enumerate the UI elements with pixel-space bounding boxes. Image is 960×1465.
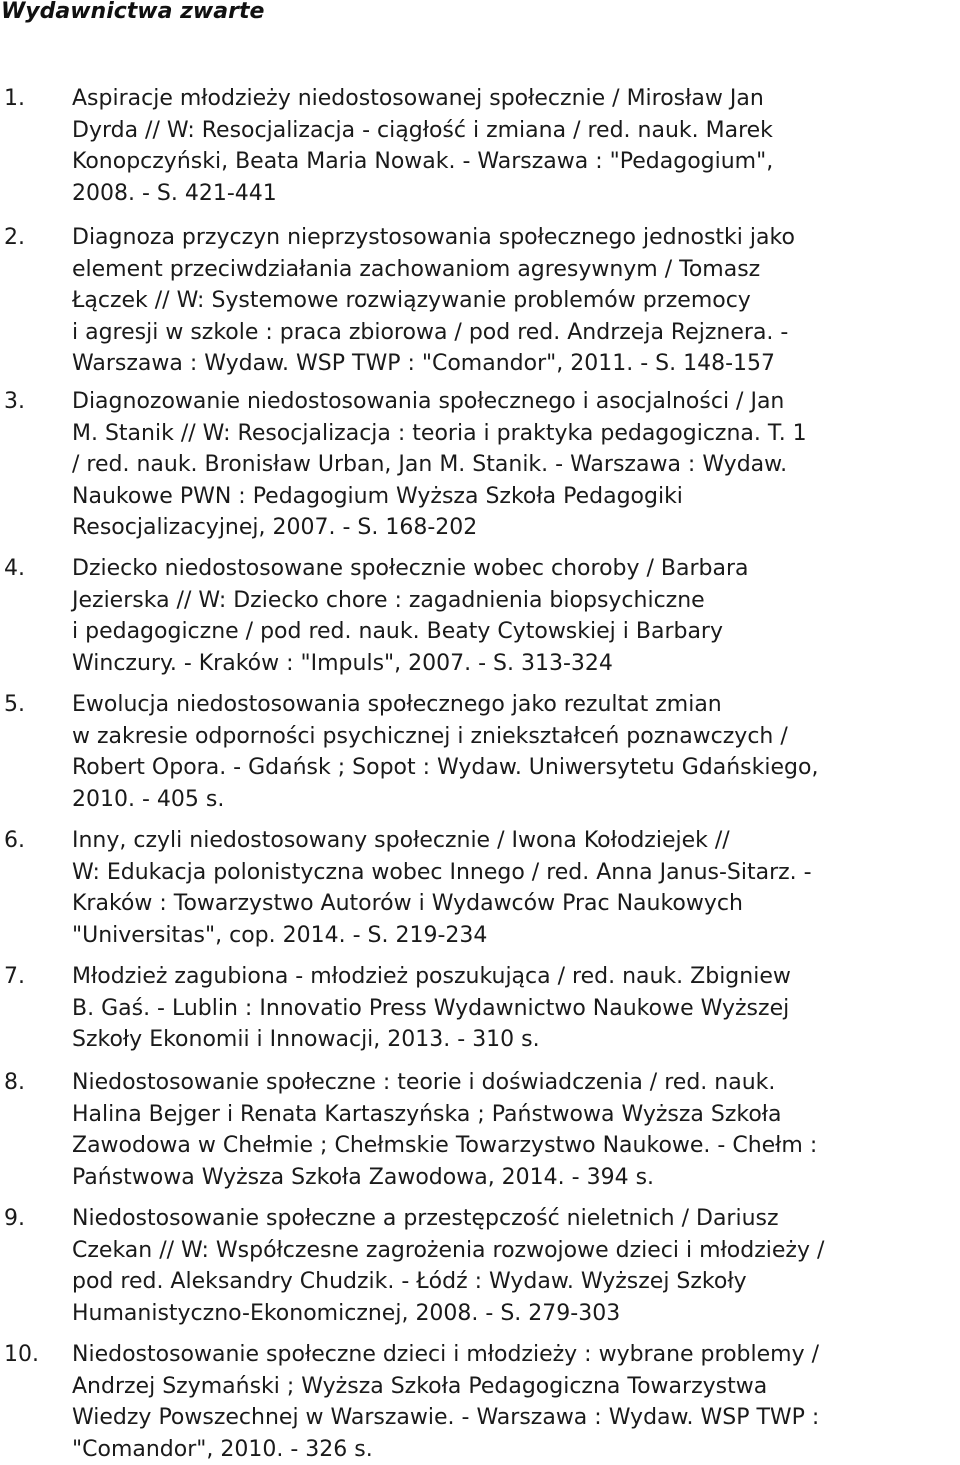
entry-line: Ewolucja niedostosowania społecznego jako rezultat zmian bbox=[72, 689, 958, 721]
entry-line: M. Stanik // W: Resocjalizacja : teoria i praktyka pedagogiczna. T. 1 bbox=[72, 418, 958, 450]
entry-text bbox=[72, 961, 958, 1056]
section-heading: Wydawnictwa zwarte bbox=[1, 0, 264, 28]
entry-line: "Comandor", 2010. - 326 s. bbox=[72, 1434, 958, 1465]
entry-line: / red. nauk. Bronisław Urban, Jan M. Stanik. - Warszawa : Wydaw. bbox=[72, 449, 958, 481]
entry-line: Dyrda // W: Resocjalizacja - ciągłość i zmiana / red. nauk. Marek bbox=[72, 115, 958, 147]
entry-line: Zawodowa w Chełmie ; Chełmskie Towarzystwo Naukowe. - Chełm : bbox=[72, 1130, 958, 1162]
entry-number: 7. bbox=[4, 961, 25, 993]
entry-line: element przeciwdziałania zachowaniom agresywnym / Tomasz bbox=[72, 254, 958, 286]
entry-line: Niedostosowanie społeczne a przestępczość nieletnich / Dariusz bbox=[72, 1203, 958, 1235]
entry-line: Niedostosowanie społeczne : teorie i doświadczenia / red. nauk. bbox=[72, 1067, 958, 1099]
entry-number: 4. bbox=[4, 553, 25, 585]
entry-line: Dziecko niedostosowane społecznie wobec choroby / Barbara bbox=[72, 553, 958, 585]
entry-line: Resocjalizacyjnej, 2007. - S. 168-202 bbox=[72, 512, 958, 544]
entry-line: Państwowa Wyższa Szkoła Zawodowa, 2014. - 394 s. bbox=[72, 1162, 958, 1194]
entry-line: Humanistyczno-Ekonomicznej, 2008. - S. 279-303 bbox=[72, 1298, 958, 1330]
entry-text bbox=[72, 1203, 958, 1329]
entry-number: 1. bbox=[4, 83, 25, 115]
entry-text bbox=[72, 825, 958, 951]
entry-text bbox=[72, 83, 958, 209]
entry-text bbox=[72, 1067, 958, 1193]
entry-line: Młodzież zagubiona - młodzież poszukująca / red. nauk. Zbigniew bbox=[72, 961, 958, 993]
entry-text bbox=[72, 689, 958, 815]
entry-number: 3. bbox=[4, 386, 25, 418]
entry-line: Wiedzy Powszechnej w Warszawie. - Warszawa : Wydaw. WSP TWP : bbox=[72, 1402, 958, 1434]
entry-number: 8. bbox=[4, 1067, 25, 1099]
entry-text bbox=[72, 386, 958, 544]
entry-line: Kraków : Towarzystwo Autorów i Wydawców Prac Naukowych bbox=[72, 888, 958, 920]
entry-line: i pedagogiczne / pod red. nauk. Beaty Cytowskiej i Barbary bbox=[72, 616, 958, 648]
entry-line: Aspiracje młodzieży niedostosowanej społecznie / Mirosław Jan bbox=[72, 83, 958, 115]
entry-line: B. Gaś. - Lublin : Innovatio Press Wydawnictwo Naukowe Wyższej bbox=[72, 993, 958, 1025]
entry-number: 10. bbox=[4, 1339, 39, 1371]
entry-line: Czekan // W: Współczesne zagrożenia rozwojowe dzieci i młodzieży / bbox=[72, 1235, 958, 1267]
entry-line: Andrzej Szymański ; Wyższa Szkoła Pedagogiczna Towarzystwa bbox=[72, 1371, 958, 1403]
entry-line: Diagnozowanie niedostosowania społecznego i asocjalności / Jan bbox=[72, 386, 958, 418]
entry-line: Winczury. - Kraków : "Impuls", 2007. - S. 313-324 bbox=[72, 648, 958, 680]
entry-line: Diagnoza przyczyn nieprzystosowania społecznego jednostki jako bbox=[72, 222, 958, 254]
entry-line: 2010. - 405 s. bbox=[72, 784, 958, 816]
entry-line: Konopczyński, Beata Maria Nowak. - Warszawa : "Pedagogium", bbox=[72, 146, 958, 178]
entry-line: W: Edukacja polonistyczna wobec Innego / red. Anna Janus-Sitarz. - bbox=[72, 857, 958, 889]
entry-line: Naukowe PWN : Pedagogium Wyższa Szkoła Pedagogiki bbox=[72, 481, 958, 513]
entry-number: 2. bbox=[4, 222, 25, 254]
entry-line: Halina Bejger i Renata Kartaszyńska ; Państwowa Wyższa Szkoła bbox=[72, 1099, 958, 1131]
entry-line: 2008. - S. 421-441 bbox=[72, 178, 958, 210]
entry-line: Inny, czyli niedostosowany społecznie / Iwona Kołodziejek // bbox=[72, 825, 958, 857]
entry-line: Warszawa : Wydaw. WSP TWP : "Comandor", 2011. - S. 148-157 bbox=[72, 348, 958, 380]
entry-line: Szkoły Ekonomii i Innowacji, 2013. - 310 s. bbox=[72, 1024, 958, 1056]
entry-number: 5. bbox=[4, 689, 25, 721]
entry-line: Robert Opora. - Gdańsk ; Sopot : Wydaw. Uniwersytetu Gdańskiego, bbox=[72, 752, 958, 784]
entry-line: "Universitas", cop. 2014. - S. 219-234 bbox=[72, 920, 958, 952]
entry-line: Łączek // W: Systemowe rozwiązywanie problemów przemocy bbox=[72, 285, 958, 317]
entry-text bbox=[72, 553, 958, 679]
entry-line: i agresji w szkole : praca zbiorowa / pod red. Andrzeja Rejznera. - bbox=[72, 317, 958, 349]
entry-line: w zakresie odporności psychicznej i zniekształceń poznawczych / bbox=[72, 721, 958, 753]
entry-number: 9. bbox=[4, 1203, 25, 1235]
entry-line: Niedostosowanie społeczne dzieci i młodzieży : wybrane problemy / bbox=[72, 1339, 958, 1371]
entry-line: pod red. Aleksandry Chudzik. - Łódź : Wydaw. Wyższej Szkoły bbox=[72, 1266, 958, 1298]
entry-line: Jezierska // W: Dziecko chore : zagadnienia biopsychiczne bbox=[72, 585, 958, 617]
entry-number: 6. bbox=[4, 825, 25, 857]
entry-text bbox=[72, 222, 958, 380]
entry-text bbox=[72, 1339, 958, 1465]
